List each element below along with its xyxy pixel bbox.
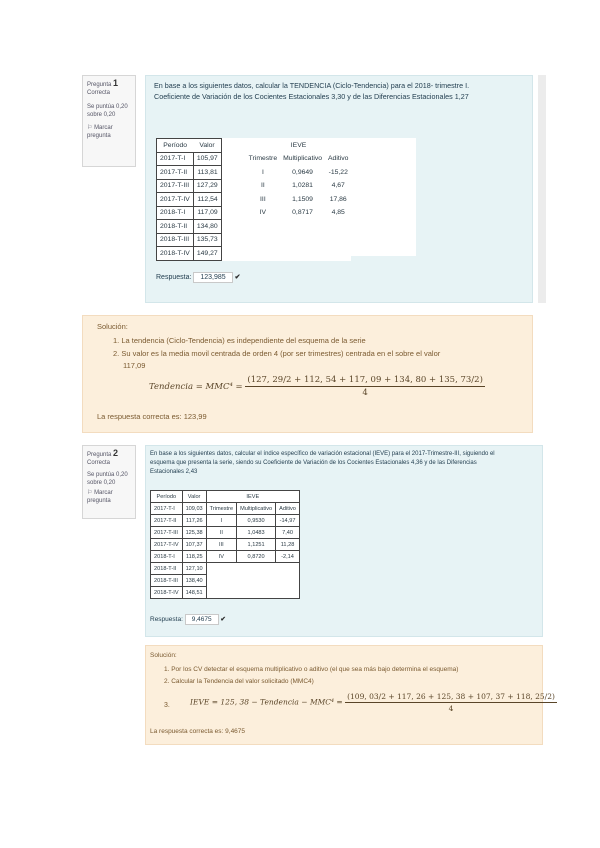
question-number: 2 xyxy=(113,448,119,458)
ive-add: 4,67 xyxy=(331,182,345,190)
value-cell: 117,09 xyxy=(193,206,221,220)
ive-mult: 0,9530 xyxy=(237,515,276,527)
value-cell: 149,27 xyxy=(193,247,221,261)
period-cell: 2018-T-IV xyxy=(151,587,183,599)
solution-title: Solución: xyxy=(97,322,128,331)
formula-fraction xyxy=(245,375,485,398)
ive-add: 7,40 xyxy=(276,527,300,539)
ive-header: IEVE xyxy=(290,141,307,149)
answer-label: Respuesta: xyxy=(150,616,183,623)
question-label: Pregunta xyxy=(87,452,112,458)
question-number: 1 xyxy=(113,78,119,88)
question-score-2: sobre 0,20 xyxy=(87,480,116,486)
ive-add: -15,22 xyxy=(328,168,348,176)
value-cell: 127,29 xyxy=(193,179,221,193)
formula-numerator: (127, 29/2 + 112, 54 + 117, 09 + 134, 80 + 135, 73/2) xyxy=(247,375,483,385)
value-cell: 117,26 xyxy=(182,515,206,527)
solution-formula xyxy=(149,375,485,398)
check-icon: ✔ xyxy=(234,274,241,281)
question-label: Pregunta xyxy=(87,82,112,88)
value-cell: 135,73 xyxy=(193,233,221,247)
question-1-scrollbar[interactable] xyxy=(538,75,546,303)
ive-add: -14,97 xyxy=(276,515,300,527)
question-score: Se puntúa 0,20 xyxy=(87,104,128,110)
correct-answer: La respuesta correcta es: 9,4675 xyxy=(150,728,246,735)
ive-sub-add: Aditivo xyxy=(276,503,300,515)
period-cell: 2017-T-II xyxy=(157,166,194,180)
value-cell: 113,81 xyxy=(193,166,221,180)
ive-sub-mult: Multiplicativo xyxy=(283,155,323,163)
solution-2-box xyxy=(145,645,555,745)
period-cell: 2018-T-I xyxy=(151,551,183,563)
ive-mult: 0,8717 xyxy=(292,209,313,217)
ive-trimestre: I xyxy=(261,168,264,176)
ive-add: -2,14 xyxy=(276,551,300,563)
period-cell: 2017-T-III xyxy=(151,527,183,539)
ive-sub-trimestre: Trimestre xyxy=(206,503,236,515)
ive-add: 11,28 xyxy=(276,539,300,551)
period-cell: 2018-T-II xyxy=(157,220,194,234)
formula-denominator: 4 xyxy=(362,388,368,398)
ive-mult: 1,1251 xyxy=(237,539,276,551)
col-header-value: Valor xyxy=(182,491,206,503)
ive-trimestre: IV xyxy=(259,209,267,217)
solution-item-2b: 117,09 xyxy=(123,361,146,370)
question-2-info xyxy=(82,445,136,519)
ive-mult: 1,0483 xyxy=(237,527,276,539)
value-cell: 109,03 xyxy=(182,503,206,515)
col-header-period: Período xyxy=(151,491,183,503)
period-cell: 2017-T-I xyxy=(151,503,183,515)
value-cell: 107,37 xyxy=(182,539,206,551)
check-icon: ✔ xyxy=(220,616,226,623)
flag-question-link[interactable]: ⚐ Marcar xyxy=(87,125,113,131)
value-cell: 138,40 xyxy=(182,575,206,587)
flag-question-link-2[interactable]: pregunta xyxy=(87,133,111,139)
answer-row xyxy=(150,614,226,625)
flag-question-link[interactable]: ⚐ Marcar xyxy=(87,490,113,496)
question-status: Correcta xyxy=(87,90,111,96)
formula-fraction xyxy=(345,692,557,713)
ive-mult: 1,1509 xyxy=(292,195,313,203)
solution-item-1: 1. Por los CV detectar el esquema multiplicativo o aditivo (el que sea más bajo determina el esquema) xyxy=(164,666,459,673)
ive-mult: 1,0281 xyxy=(292,182,313,190)
value-cell: 112,54 xyxy=(193,193,221,207)
solution-item-2: 2. Calcular la Tendencia del valor solicitado (MMC4) xyxy=(164,678,314,685)
value-cell: 118,25 xyxy=(182,551,206,563)
question-2-text: En base a los siguientes datos, calcular el índice específico de variación estacional (IEVE) para el 2017-Trimestre-III, siguiendo el esquema que presenta la serie, siendo su Coeficiente de Variación de los Cocientes Estacionales 4,36 y de las Diferencias Estacionales 2,43 xyxy=(150,451,495,475)
period-cell: 2018-T-III xyxy=(157,233,194,247)
solution-item-3: 3. xyxy=(164,702,170,709)
period-cell: 2017-T-IV xyxy=(157,193,194,207)
ive-mult: 0,8720 xyxy=(237,551,276,563)
answer-input[interactable]: 123,985 xyxy=(193,272,232,283)
solution-item-1: 1. La tendencia (Ciclo-Tendencia) es independiente del esquema de la serie xyxy=(113,336,366,345)
value-cell: 148,51 xyxy=(182,587,206,599)
ive-trimestre: I xyxy=(206,515,236,527)
ive-trimestre: II xyxy=(260,182,265,190)
formula-lhs: IEVE = 125, 38 − Tendencia − MMC⁴ = xyxy=(190,697,343,707)
question-score-2: sobre 0,20 xyxy=(87,112,116,118)
question-1-box xyxy=(145,75,533,303)
question-2-box xyxy=(145,445,543,637)
col-header-value: Valor xyxy=(193,139,221,153)
col-header-period: Período xyxy=(157,139,194,153)
solution-1-box xyxy=(82,315,533,433)
flag-icon: ⚐ xyxy=(87,490,93,496)
flag-icon: ⚐ xyxy=(87,125,93,131)
ive-header: IEVE xyxy=(206,491,299,503)
value-cell: 125,38 xyxy=(182,527,206,539)
period-cell: 2018-T-III xyxy=(151,575,183,587)
question-1-table xyxy=(156,138,351,261)
answer-label: Respuesta: xyxy=(156,274,192,281)
formula-numerator: (109, 03/2 + 117, 26 + 125, 38 + 107, 37 + 118, 25/2) xyxy=(347,692,555,701)
question-status: Correcta xyxy=(87,460,111,466)
correct-answer: La respuesta correcta es: 123,99 xyxy=(97,412,207,421)
ive-mult: 0,9649 xyxy=(292,168,313,176)
solution-title: Solución: xyxy=(150,652,177,659)
ive-sub-add: Aditivo xyxy=(328,155,349,163)
value-cell: 127,10 xyxy=(182,563,206,575)
period-cell: 2017-T-I xyxy=(157,152,194,166)
question-1-info xyxy=(82,75,136,167)
ive-sub-trimestre: Trimestre xyxy=(248,155,278,163)
solution-item-2: 2. Su valor es la media movil centrada de orden 4 (por ser trimestres) centrada en el sobre el valor xyxy=(113,349,441,358)
period-cell: 2017-T-IV xyxy=(151,539,183,551)
ive-sub-mult: Multiplicativo xyxy=(237,503,276,515)
question-2-table xyxy=(150,490,300,599)
value-cell: 134,80 xyxy=(193,220,221,234)
ive-add: 4,85 xyxy=(331,209,345,217)
solution-formula xyxy=(190,692,557,713)
ive-add: 17,86 xyxy=(329,195,347,203)
ive-trimestre: III xyxy=(260,195,266,203)
answer-row xyxy=(156,272,241,283)
ive-trimestre: II xyxy=(206,527,236,539)
ive-trimestre: III xyxy=(206,539,236,551)
flag-question-link-2[interactable]: pregunta xyxy=(87,498,111,504)
answer-input[interactable]: 9,4675 xyxy=(185,614,219,625)
period-cell: 2018-T-II xyxy=(151,563,183,575)
question-1-text: En base a los siguientes datos, calcular la TENDENCIA (Ciclo-Tendencia) para el 2018- trimestre I. Coeficiente de Variación de los Cocientes Estacionales 3,30 y de las Diferencias Estacionales 1,27 xyxy=(154,81,470,101)
ive-trimestre: IV xyxy=(206,551,236,563)
period-cell: 2017-T-III xyxy=(157,179,194,193)
formula-denominator: 4 xyxy=(448,704,454,713)
formula-lhs: Tendencia = MMC⁴ = xyxy=(149,382,243,392)
question-score: Se puntúa 0,20 xyxy=(87,472,128,478)
value-cell: 105,97 xyxy=(193,152,221,166)
period-cell: 2018-T-IV xyxy=(157,247,194,261)
period-cell: 2018-T-I xyxy=(157,206,194,220)
period-cell: 2017-T-II xyxy=(151,515,183,527)
